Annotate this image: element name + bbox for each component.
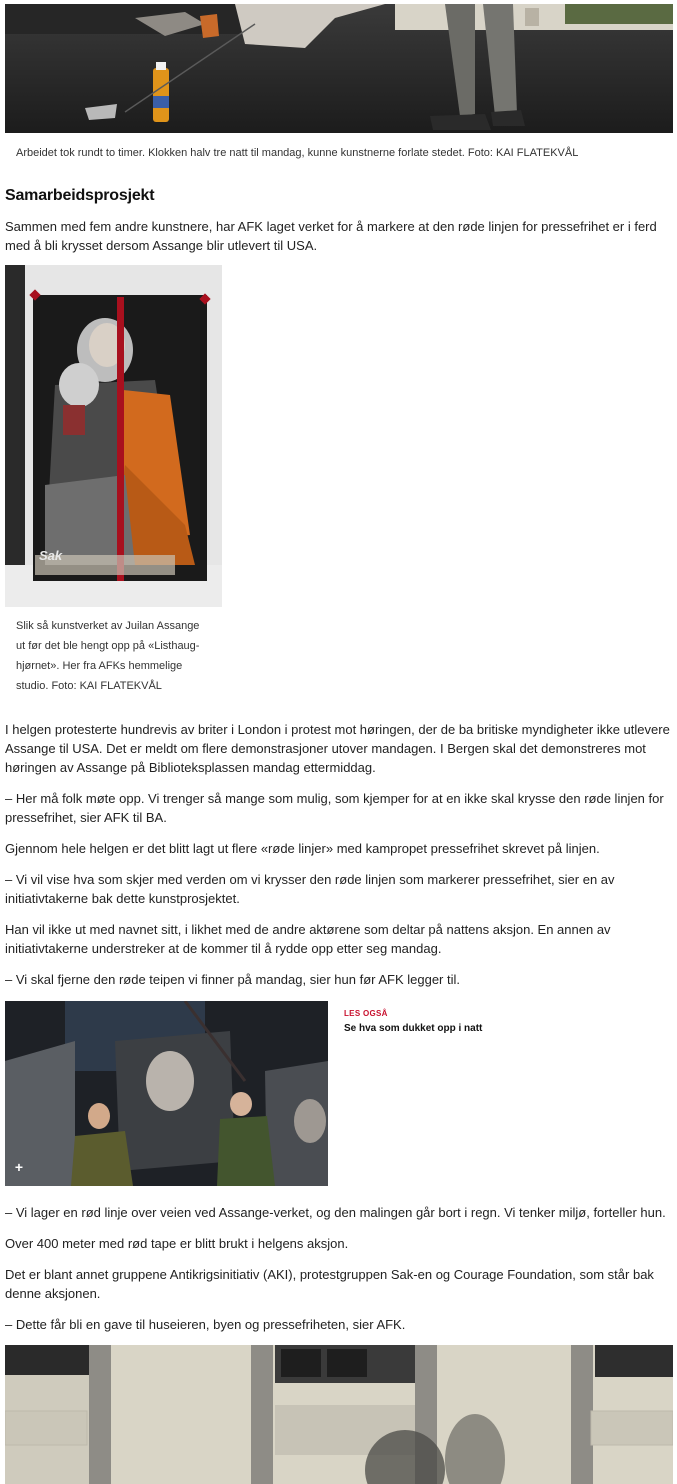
artwork-caption-line: studio. Foto: KAI FLATEKVÅL bbox=[16, 680, 162, 692]
body-paragraph: Han vil ikke ut med navnet sitt, i likhet med de andre aktørene som deltar på nattens aksjon. En annen av initiativtakerne understreker at de kommer til å rydde opp etter seg mandag. bbox=[5, 922, 611, 956]
body-paragraph: – Vi lager en rød linje over veien ved Assange-verket, og den malingen går bort i regn. Vi tenker miljø, forteller hun. bbox=[5, 1205, 666, 1220]
bottom-photo bbox=[5, 1345, 673, 1484]
body-paragraph: – Her må folk møte opp. Vi trenger så mange som mulig, som kjemper for at en ikke skal krysse den røde linjen for pressefrihet, sier AFK til BA. bbox=[5, 791, 664, 825]
body-paragraph: Gjennom hele helgen er det blitt lagt ut flere «røde linjer» med kampropet pressefrihet skrevet på linjen. bbox=[5, 841, 600, 856]
artwork-caption bbox=[16, 616, 226, 696]
section-heading: Samarbeidsprosjekt bbox=[5, 187, 155, 204]
intro-paragraph: Sammen med fem andre kunstnere, har AFK laget verket for å markere at den røde linjen for pressefrihet er i ferd med å bli krysset dersom Assange blir utlevert til USA. bbox=[5, 219, 657, 253]
related-article-image[interactable] bbox=[5, 1001, 328, 1186]
body-paragraph: Det er blant annet gruppene Antikrigsinitiativ (AKI), protestgruppen Sak-en og Courage Foundation, som står bak denne aksjonen. bbox=[5, 1267, 654, 1301]
top-photo-caption: Arbeidet tok rundt to timer. Klokken halv tre natt til mandag, kunne kunstnerne forlate stedet. Foto: KAI FLATEKVÅL bbox=[16, 147, 579, 159]
artwork-caption-line: hjørnet». Her fra AFKs hemmelige bbox=[16, 660, 183, 672]
artwork-caption-line: ut før det ble hengt opp på «Listhaug- bbox=[16, 640, 200, 652]
body-paragraph: – Vi skal fjerne den røde teipen vi finner på mandag, sier hun før AFK legger til. bbox=[5, 972, 460, 987]
artwork-photo bbox=[5, 265, 222, 607]
body-paragraph: I helgen protesterte hundrevis av briter i London i protest mot høringen, der de ba britiske myndigheter ikke utlevere Assange til USA. Det er meldt om flere demonstrasjoner utover mandagen. I Bergen skal det demonstreres mot høringen av Assange på Biblioteksplassen mandag ettermiddag. bbox=[5, 722, 670, 775]
related-label: LES OGSÅ bbox=[344, 1009, 388, 1018]
artwork-signature: Sak bbox=[39, 548, 63, 563]
plus-icon[interactable]: + bbox=[14, 1159, 24, 1175]
related-title-link[interactable]: Se hva som dukket opp i natt bbox=[344, 1023, 483, 1034]
body-paragraph: – Dette får bli en gave til huseieren, byen og pressefriheten, sier AFK. bbox=[5, 1317, 406, 1332]
body-paragraph: Over 400 meter med rød tape er blitt brukt i helgens aksjon. bbox=[5, 1236, 349, 1251]
top-photo bbox=[5, 4, 673, 133]
body-paragraph: – Vi vil vise hva som skjer med verden om vi krysser den røde linjen som markerer pressefrihet, sier en av initiativtakerne bak dette kunstprosjektet. bbox=[5, 872, 615, 906]
artwork-caption-line: Slik så kunstverket av Juilan Assange bbox=[16, 620, 200, 632]
